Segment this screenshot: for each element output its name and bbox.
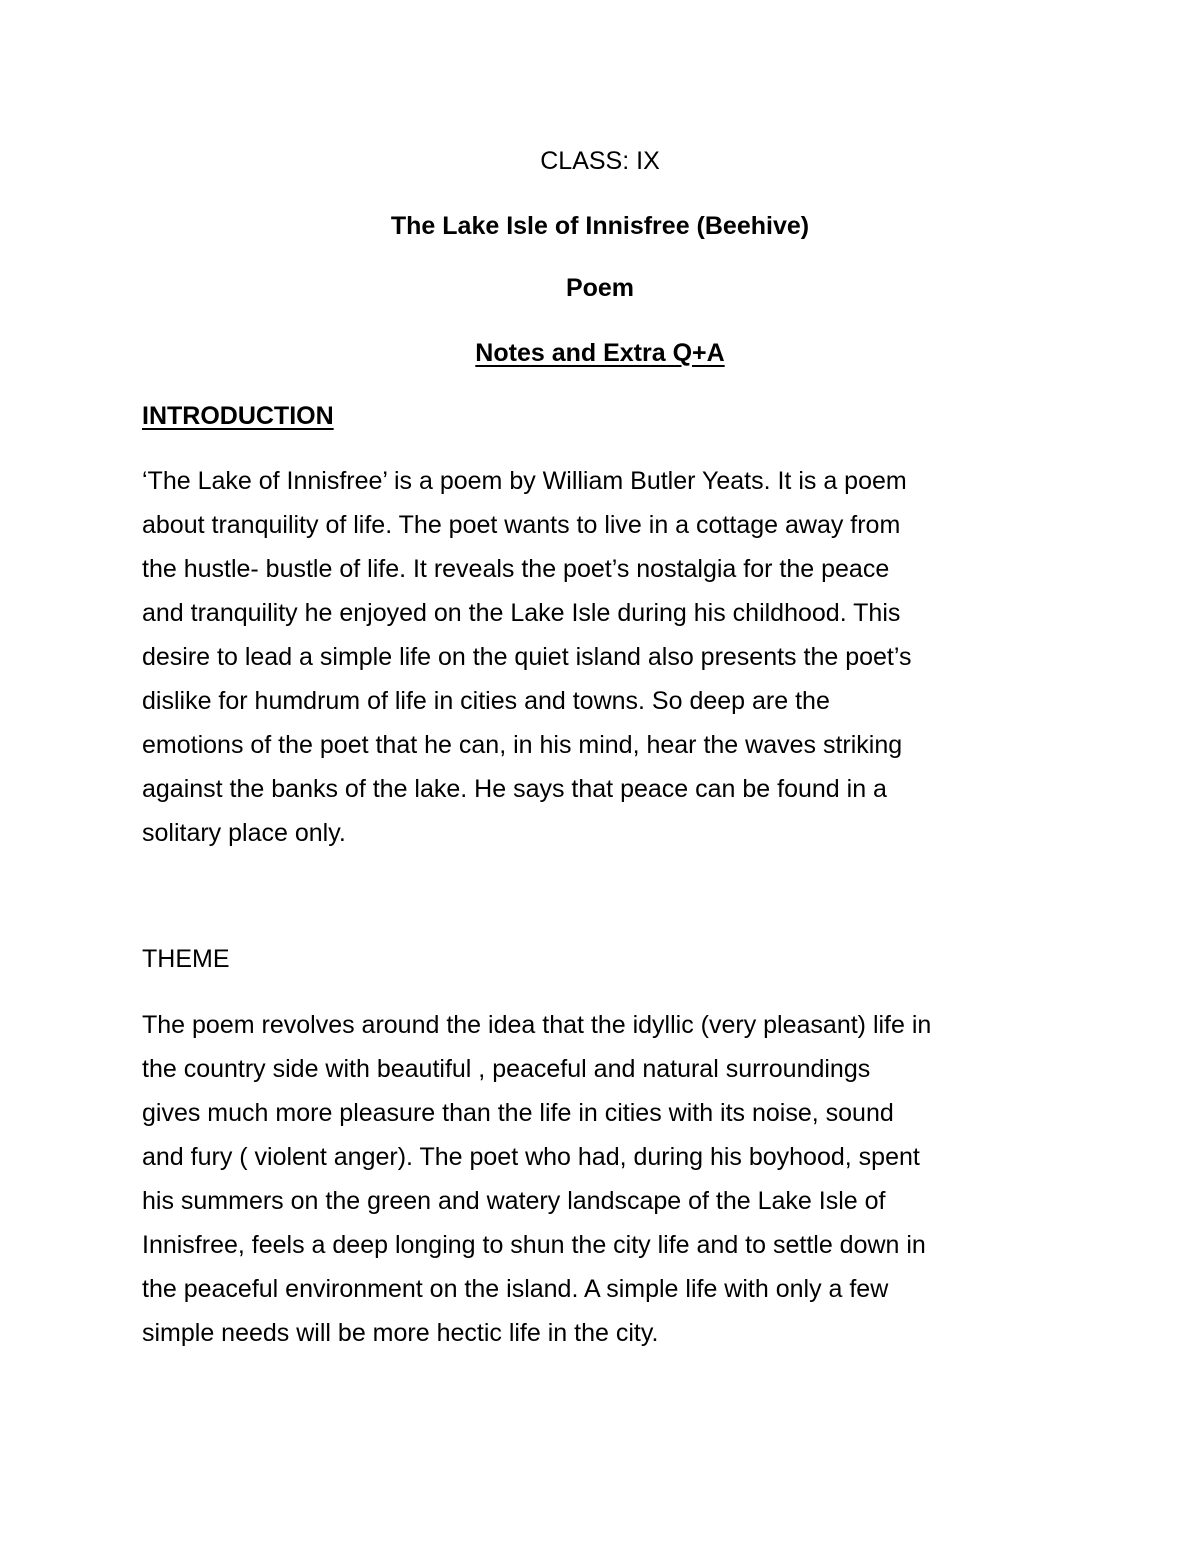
paragraph-line: and tranquility he enjoyed on the Lake Isle during his childhood. This	[142, 599, 901, 627]
paragraph-line: the country side with beautiful , peaceful and natural surroundings	[142, 1055, 871, 1083]
paragraph-line: against the banks of the lake. He says that peace can be found in a	[142, 775, 887, 803]
paragraph-line: ‘The Lake of Innisfree’ is a poem by William Butler Yeats. It is a poem	[142, 467, 907, 495]
genre-label: Poem	[565, 274, 635, 302]
document-subtitle-text: Notes and Extra Q+A	[475, 339, 725, 367]
paragraph-line: emotions of the poet that he can, in his mind, hear the waves striking	[142, 731, 903, 759]
paragraph-line: the hustle- bustle of life. It reveals the poet’s nostalgia for the peace	[142, 555, 890, 583]
document-title: The Lake Isle of Innisfree (Beehive)	[390, 212, 810, 240]
introduction-paragraph	[142, 459, 1072, 855]
paragraph-line: the peaceful environment on the island. A simple life with only a few	[142, 1275, 889, 1303]
paragraph-line: Innisfree, feels a deep longing to shun the city life and to settle down in	[142, 1231, 926, 1259]
paragraph-line: about tranquility of life. The poet wants to live in a cottage away from	[142, 511, 901, 539]
document-subtitle	[0, 337, 1200, 369]
paragraph-line: dislike for humdrum of life in cities and towns. So deep are the	[142, 687, 830, 715]
theme-heading: THEME	[142, 945, 230, 973]
introduction-heading: INTRODUCTION	[142, 402, 334, 430]
paragraph-line: simple needs will be more hectic life in the city.	[142, 1319, 659, 1347]
theme-paragraph	[142, 1003, 1072, 1355]
paragraph-line: desire to lead a simple life on the quiet island also presents the poet’s	[142, 643, 912, 671]
paragraph-line: solitary place only.	[142, 819, 346, 847]
paragraph-line: The poem revolves around the idea that the idyllic (very pleasant) life in	[142, 1011, 932, 1039]
paragraph-line: and fury ( violent anger). The poet who had, during his boyhood, spent	[142, 1143, 920, 1171]
paragraph-line: his summers on the green and watery landscape of the Lake Isle of	[142, 1187, 886, 1215]
class-line: CLASS: IX	[540, 147, 660, 175]
paragraph-line: gives much more pleasure than the life in cities with its noise, sound	[142, 1099, 894, 1127]
